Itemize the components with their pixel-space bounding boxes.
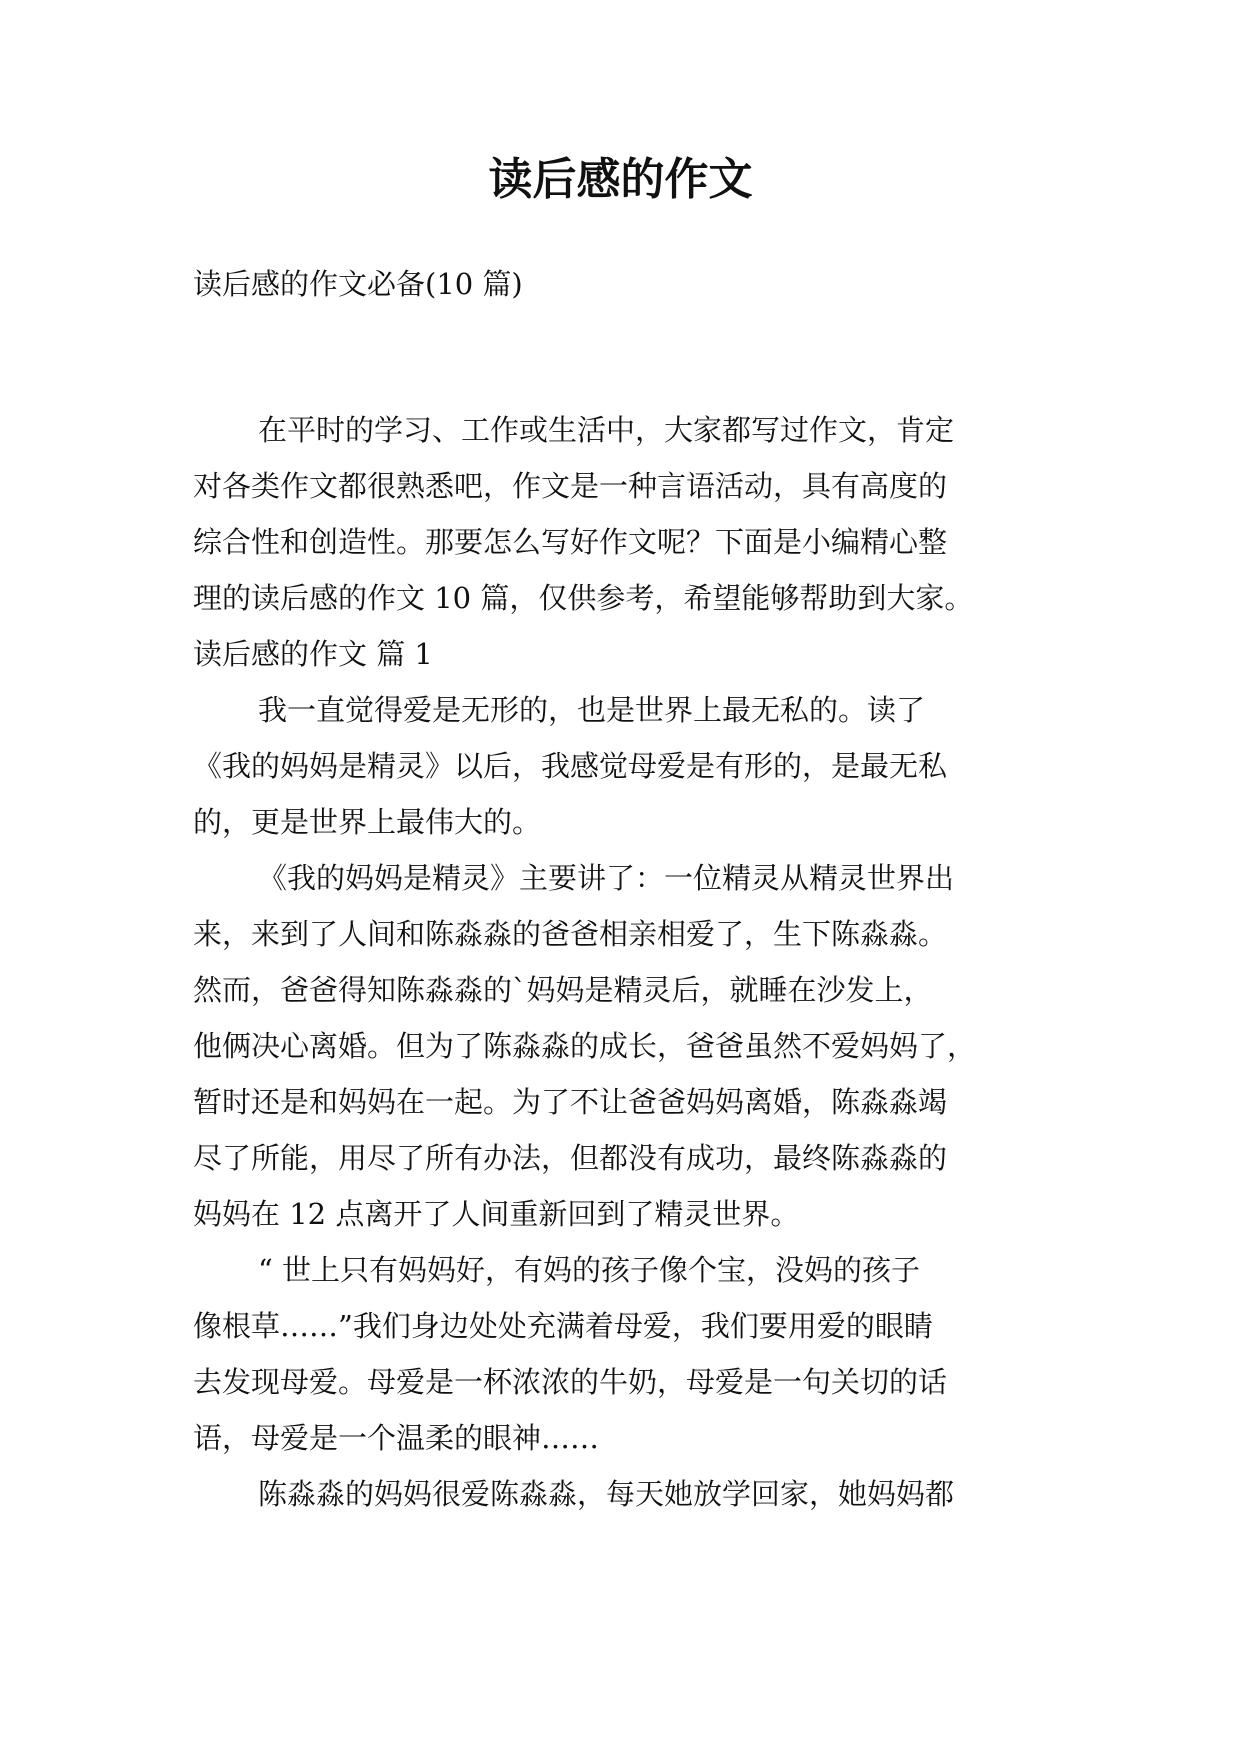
- paragraph-line: 然而，爸爸得知陈淼淼的`妈妈是精灵后，就睡在沙发上，: [193, 973, 933, 1007]
- paragraph-line: 在平时的学习、工作或生活中，大家都写过作文，肯定: [258, 413, 955, 447]
- paragraph-line: 理的读后感的作文 10 篇，仅供参考，希望能够帮助到大家。: [193, 581, 974, 615]
- paragraph-line: 综合性和创造性。那要怎么写好作文呢？下面是小编精心整: [193, 525, 948, 559]
- paragraph-line: 像根草……”我们身边处处充满着母爱，我们要用爱的眼睛: [193, 1309, 933, 1343]
- paragraph-line: 尽了所能，用尽了所有办法，但都没有成功，最终陈淼淼的: [193, 1141, 948, 1175]
- paragraph-line: 我一直觉得爱是无形的，也是世界上最无私的。读了: [258, 693, 926, 727]
- paragraph-line: 语，母爱是一个温柔的眼神……: [193, 1421, 600, 1455]
- paragraph-line: 《我的妈妈是精灵》主要讲了：一位精灵从精灵世界出: [258, 861, 955, 895]
- paragraph-line: 来，来到了人间和陈淼淼的爸爸相亲相爱了，生下陈淼淼。: [193, 917, 948, 951]
- paragraph-line: 妈妈在 12 点离开了人间重新回到了精灵世界。: [193, 1197, 800, 1231]
- paragraph-line: 去发现母爱。母爱是一杯浓浓的牛奶，母爱是一句关切的话: [193, 1365, 948, 1399]
- paragraph-line: 暂时还是和妈妈在一起。为了不让爸爸妈妈离婚，陈淼淼竭: [193, 1085, 948, 1119]
- document-subtitle: 读后感的作文必备(10 篇): [193, 267, 523, 301]
- document-title: 读后感的作文: [488, 154, 753, 205]
- paragraph-line: 《我的妈妈是精灵》以后，我感觉母爱是有形的，是最无私: [193, 749, 948, 783]
- paragraph-line: 他俩决心离婚。但为了陈淼淼的成长，爸爸虽然不爱妈妈了，: [193, 1029, 977, 1063]
- paragraph-line: 的，更是世界上最伟大的。: [193, 805, 542, 839]
- paragraph-line: 对各类作文都很熟悉吧，作文是一种言语活动，具有高度的: [193, 469, 948, 503]
- paragraph-line: “ 世上只有妈妈好，有妈的孩子像个宝，没妈的孩子: [258, 1253, 921, 1287]
- paragraph-line: 陈淼淼的妈妈很爱陈淼淼，每天她放学回家，她妈妈都: [258, 1477, 955, 1511]
- section-heading: 读后感的作文 篇 1: [193, 637, 433, 671]
